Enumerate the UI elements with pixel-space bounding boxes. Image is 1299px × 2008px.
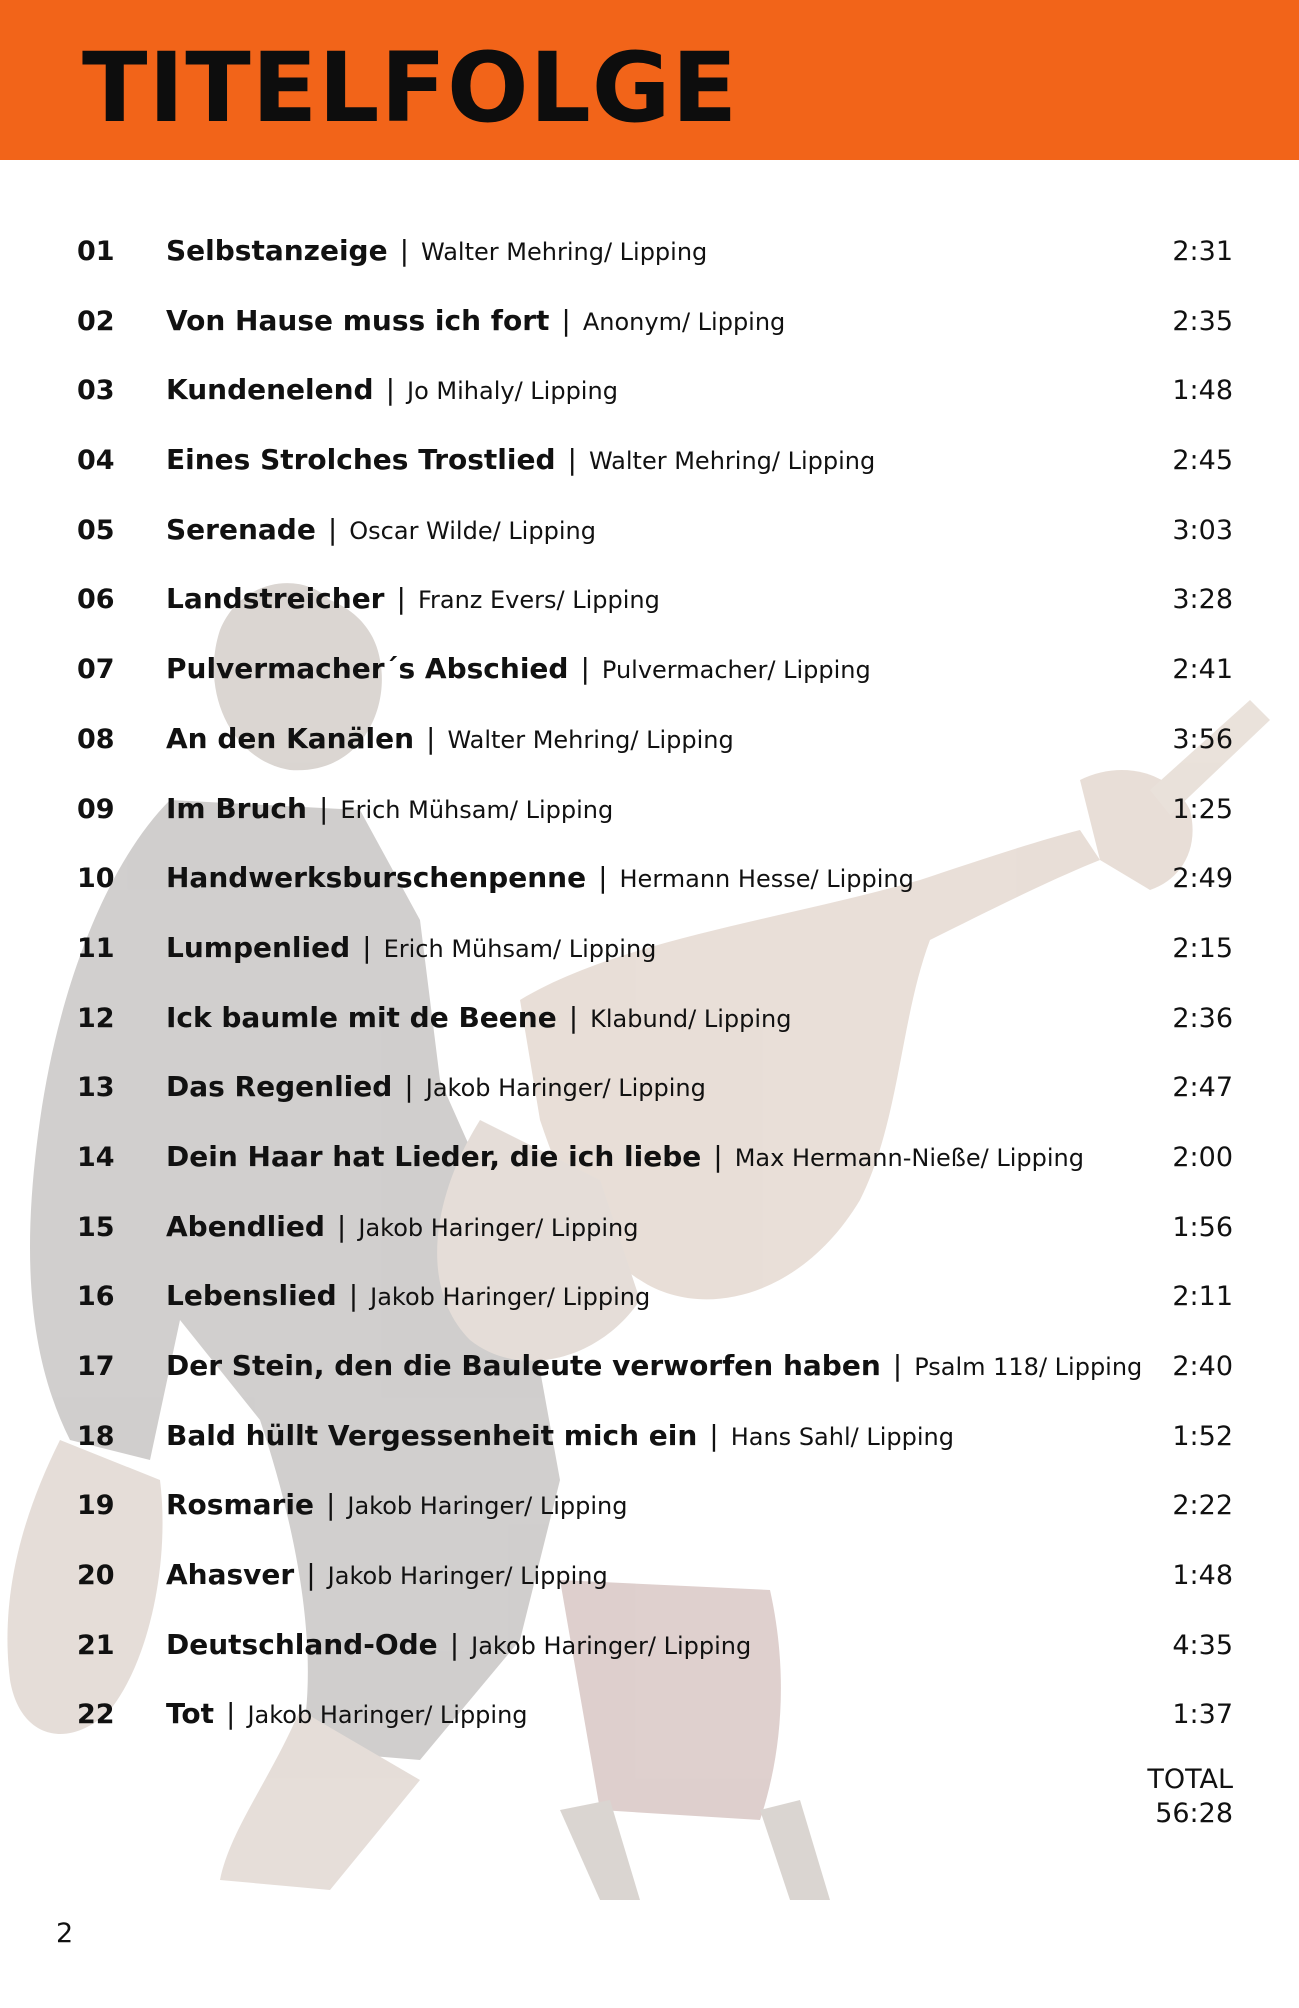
- track-title: Kundenelend: [166, 373, 374, 407]
- separator: |: [325, 1488, 336, 1522]
- track-title: Bald hüllt Vergessenheit mich ein: [166, 1418, 698, 1452]
- track-title-line: [166, 1488, 627, 1521]
- separator: |: [426, 721, 436, 755]
- track-title-line: [166, 931, 656, 964]
- track-title-line: [166, 1210, 638, 1243]
- track-title: Ahasver: [166, 1558, 295, 1592]
- track-title-line: [166, 792, 613, 825]
- separator: |: [396, 582, 406, 616]
- track-duration: 1:48: [1172, 375, 1233, 407]
- track-title: Tot: [166, 1697, 215, 1731]
- track-duration: 1:56: [1172, 1211, 1233, 1243]
- track-row: [0, 228, 1299, 298]
- separator: |: [399, 234, 410, 267]
- separator: |: [580, 652, 590, 686]
- track-number: 06: [77, 584, 115, 616]
- track-row: [0, 1482, 1299, 1552]
- track-duration: 1:25: [1172, 793, 1233, 825]
- track-title: Landstreicher: [166, 582, 385, 616]
- track-title-line: [166, 304, 785, 337]
- track-title: Rosmarie: [166, 1488, 314, 1522]
- separator: |: [226, 1697, 236, 1731]
- track-title-line: [166, 1001, 791, 1034]
- separator: |: [318, 791, 329, 825]
- track-credit: Franz Evers/ Lipping: [417, 586, 660, 615]
- track-credit: Walter Mehring/ Lipping: [421, 238, 708, 266]
- track-duration: 2:45: [1172, 445, 1233, 477]
- track-duration: 2:47: [1172, 1072, 1233, 1104]
- separator: |: [362, 930, 372, 964]
- track-number: 18: [77, 1420, 115, 1452]
- track-row: [0, 716, 1299, 786]
- track-number: 22: [77, 1699, 115, 1731]
- track-title-line: [166, 1140, 1084, 1173]
- track-duration: 2:11: [1172, 1281, 1233, 1313]
- separator: |: [568, 1000, 579, 1034]
- track-credit: Erich Mühsam/ Lipping: [340, 795, 614, 824]
- track-number: 15: [77, 1211, 115, 1243]
- track-credit: Jakob Haringer/ Lipping: [247, 1701, 528, 1730]
- track-row: [0, 1064, 1299, 1134]
- separator: |: [561, 303, 571, 337]
- track-title-line: [166, 373, 618, 406]
- track-credit: Hermann Hesse/ Lipping: [619, 865, 914, 894]
- track-credit: Jakob Haringer/ Lipping: [327, 1562, 608, 1591]
- separator: |: [306, 1558, 316, 1592]
- track-title-line: [166, 582, 660, 615]
- track-duration: 2:36: [1172, 1002, 1233, 1034]
- track-row: [0, 437, 1299, 507]
- track-number: 19: [77, 1490, 115, 1522]
- separator: |: [713, 1139, 723, 1173]
- track-number: 01: [77, 236, 115, 267]
- track-number: 09: [77, 793, 115, 825]
- track-credit: Erich Mühsam/ Lipping: [383, 934, 657, 963]
- track-title-line: [166, 1070, 706, 1103]
- track-duration: 2:49: [1172, 863, 1233, 895]
- header-bar: [0, 0, 1299, 160]
- track-title-line: [166, 1628, 751, 1661]
- total-value: 56:28: [1155, 1798, 1233, 1829]
- track-duration: 3:56: [1172, 723, 1233, 755]
- track-duration: 2:40: [1172, 1351, 1233, 1382]
- track-row: [0, 786, 1299, 856]
- track-credit: Max Hermann-Nieße/ Lipping: [734, 1143, 1084, 1172]
- track-title: Der Stein, den die Bauleute verworfen haben: [166, 1349, 881, 1382]
- track-number: 10: [77, 863, 115, 895]
- page-title: TITELFOLGE: [82, 32, 739, 144]
- page-number: 2: [56, 1918, 74, 1949]
- track-title-line: [166, 652, 871, 685]
- track-title: Dein Haar hat Lieder, die ich liebe: [166, 1139, 702, 1173]
- track-row: [0, 855, 1299, 925]
- track-number: 12: [77, 1002, 115, 1034]
- track-number: 08: [77, 723, 115, 755]
- track-row: [0, 1134, 1299, 1204]
- track-duration: 1:48: [1172, 1560, 1233, 1592]
- track-title: Serenade: [166, 512, 316, 546]
- separator: |: [598, 861, 608, 895]
- track-number: 11: [77, 932, 115, 964]
- track-credit: Psalm 118/ Lipping: [914, 1353, 1143, 1381]
- track-duration: 3:03: [1172, 514, 1233, 546]
- track-duration: 2:00: [1172, 1141, 1233, 1173]
- track-credit: Hans Sahl/ Lipping: [730, 1422, 954, 1451]
- track-duration: 2:15: [1172, 932, 1233, 964]
- separator: |: [709, 1418, 719, 1452]
- track-row: [0, 995, 1299, 1065]
- track-number: 13: [77, 1072, 115, 1104]
- track-number: 02: [77, 305, 115, 337]
- track-title: An den Kanälen: [166, 721, 415, 755]
- track-duration: 2:41: [1172, 654, 1233, 686]
- track-title-line: [166, 1349, 1142, 1382]
- track-credit: Klabund/ Lipping: [590, 1004, 792, 1033]
- track-credit: Walter Mehring/ Lipping: [447, 725, 734, 754]
- track-row: [0, 298, 1299, 368]
- track-number: 05: [77, 514, 115, 546]
- track-row: [0, 1273, 1299, 1343]
- track-row: [0, 646, 1299, 716]
- track-row: [0, 1204, 1299, 1274]
- track-title: Ick baumle mit de Beene: [166, 1000, 557, 1034]
- track-duration: 4:35: [1172, 1629, 1233, 1661]
- separator: |: [449, 1627, 460, 1661]
- track-row: [0, 576, 1299, 646]
- track-title: Abendlied: [166, 1209, 325, 1243]
- track-row: [0, 367, 1299, 437]
- track-number: 17: [77, 1351, 115, 1382]
- track-row: [0, 1691, 1299, 1761]
- track-number: 03: [77, 375, 115, 407]
- track-credit: Jakob Haringer/ Lipping: [370, 1283, 651, 1312]
- track-title: Pulvermacher´s Abschied: [166, 652, 569, 686]
- track-number: 16: [77, 1281, 115, 1313]
- track-row: [0, 1413, 1299, 1483]
- track-title-line: [166, 722, 734, 755]
- track-title-line: [166, 1558, 608, 1591]
- track-duration: 1:52: [1172, 1420, 1233, 1452]
- total-duration: [1147, 1763, 1233, 1831]
- track-title: Handwerksburschenpenne: [166, 861, 587, 895]
- track-row: [0, 925, 1299, 995]
- track-title-line: [166, 1697, 528, 1730]
- track-credit: Walter Mehring/ Lipping: [588, 447, 876, 476]
- track-credit: Jakob Haringer/ Lipping: [347, 1492, 628, 1521]
- separator: |: [404, 1070, 414, 1104]
- separator: |: [892, 1349, 903, 1382]
- track-title-line: [166, 234, 707, 267]
- track-credit: Jakob Haringer/ Lipping: [471, 1631, 752, 1660]
- track-credit: Jo Mihaly/ Lipping: [407, 377, 618, 406]
- separator: |: [385, 373, 396, 407]
- track-duration: 2:31: [1172, 236, 1233, 267]
- track-number: 04: [77, 445, 115, 477]
- track-duration: 2:35: [1172, 305, 1233, 337]
- track-credit: Oscar Wilde/ Lipping: [349, 516, 596, 545]
- track-title-line: [166, 1279, 650, 1312]
- track-title: Eines Strolches Trostlied: [166, 443, 556, 477]
- track-title: Im Bruch: [166, 791, 307, 825]
- track-row: [0, 1343, 1299, 1413]
- track-title: Deutschland-Ode: [166, 1627, 438, 1661]
- track-row: [0, 1622, 1299, 1692]
- track-number: 20: [77, 1560, 115, 1592]
- track-number: 07: [77, 654, 115, 686]
- track-title-line: [166, 443, 875, 476]
- separator: |: [336, 1209, 347, 1243]
- separator: |: [567, 443, 577, 477]
- track-row: [0, 507, 1299, 577]
- track-title-line: [166, 861, 914, 894]
- track-title-line: [166, 1419, 954, 1452]
- track-title: Selbstanzeige: [166, 234, 388, 267]
- track-credit: Jakob Haringer/ Lipping: [358, 1213, 639, 1242]
- track-title: Lebenslied: [166, 1279, 337, 1313]
- track-row: [0, 1552, 1299, 1622]
- track-duration: 3:28: [1172, 584, 1233, 616]
- separator: |: [348, 1279, 359, 1313]
- track-duration: 1:37: [1172, 1699, 1233, 1731]
- track-list: [0, 228, 1299, 1761]
- track-credit: Anonym/ Lipping: [582, 307, 786, 336]
- separator: |: [327, 512, 338, 546]
- track-number: 21: [77, 1629, 115, 1661]
- track-title: Lumpenlied: [166, 930, 351, 964]
- track-title: Das Regenlied: [166, 1070, 393, 1104]
- track-credit: Pulvermacher/ Lipping: [601, 656, 871, 685]
- track-title: Von Hause muss ich fort: [166, 303, 550, 337]
- track-title-line: [166, 513, 596, 546]
- total-label: TOTAL: [1147, 1764, 1233, 1795]
- track-number: 14: [77, 1141, 115, 1173]
- track-credit: Jakob Haringer/ Lipping: [425, 1074, 706, 1103]
- track-duration: 2:22: [1172, 1490, 1233, 1522]
